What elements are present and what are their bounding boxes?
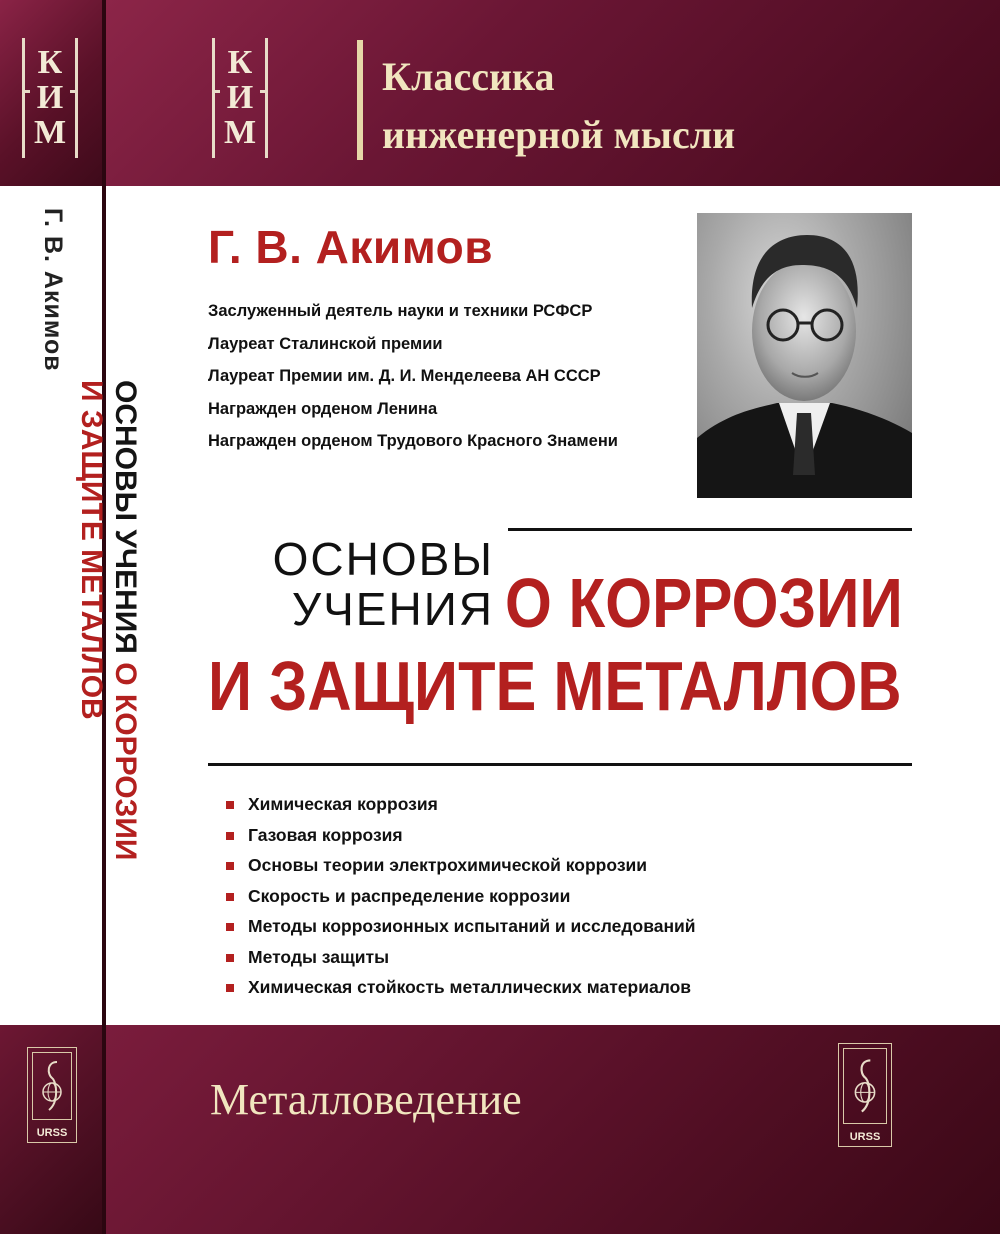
globe-section-icon: [37, 1056, 67, 1116]
spine-kim-logo: К И М: [22, 38, 78, 158]
title-red-line1: О КОРРОЗИИ: [505, 564, 903, 642]
globe-section-icon: [849, 1053, 881, 1119]
list-item: Методы защиты: [226, 945, 696, 976]
spine-title: ОСНОВЫ УЧЕНИЯ О КОРРОЗИИ И ЗАЩИТЕ МЕТАЛЛОВ: [75, 380, 142, 861]
credit-line: Награжден орденом Трудового Красного Знамени: [208, 432, 618, 450]
title-red-line2: И ЗАЩИТЕ МЕТАЛЛОВ: [208, 647, 902, 725]
list-item: Химическая коррозия: [226, 792, 696, 823]
list-item: Газовая коррозия: [226, 823, 696, 854]
list-item: Химическая стойкость металлических материалов: [226, 975, 696, 1006]
spine-author: Г. В. Акимов: [39, 208, 67, 372]
author-name: Г. В. Акимов: [208, 221, 493, 273]
credit-line: Лауреат Премии им. Д. И. Менделеева АН СССР: [208, 367, 601, 385]
cover-kim-logo: К И М: [212, 38, 268, 158]
title-black: ОСНОВЫ УЧЕНИЯ: [272, 533, 494, 635]
credit-line: Заслуженный деятель науки и техники РСФСР: [208, 302, 593, 320]
credit-line: Лауреат Сталинской премии: [208, 334, 443, 353]
spine-urss-logo: URSS: [27, 1047, 77, 1143]
author-portrait: [697, 213, 912, 498]
list-item: Основы теории электрохимической коррозии: [226, 853, 696, 884]
list-item: Методы коррозионных испытаний и исследований: [226, 914, 696, 945]
subject-label: Металловедение: [210, 1075, 522, 1124]
credit-line: Награжден орденом Ленина: [208, 399, 438, 418]
series-title: Классика инженерной мысли: [382, 54, 736, 157]
title-rule-top: [508, 528, 912, 531]
series-accent-bar: [357, 40, 363, 160]
author-credits: [208, 298, 688, 461]
list-item: Скорость и распределение коррозии: [226, 884, 696, 915]
topics-list: [226, 792, 696, 1006]
cover-urss-logo: URSS: [838, 1043, 892, 1147]
title-rule-bottom: [208, 763, 912, 766]
